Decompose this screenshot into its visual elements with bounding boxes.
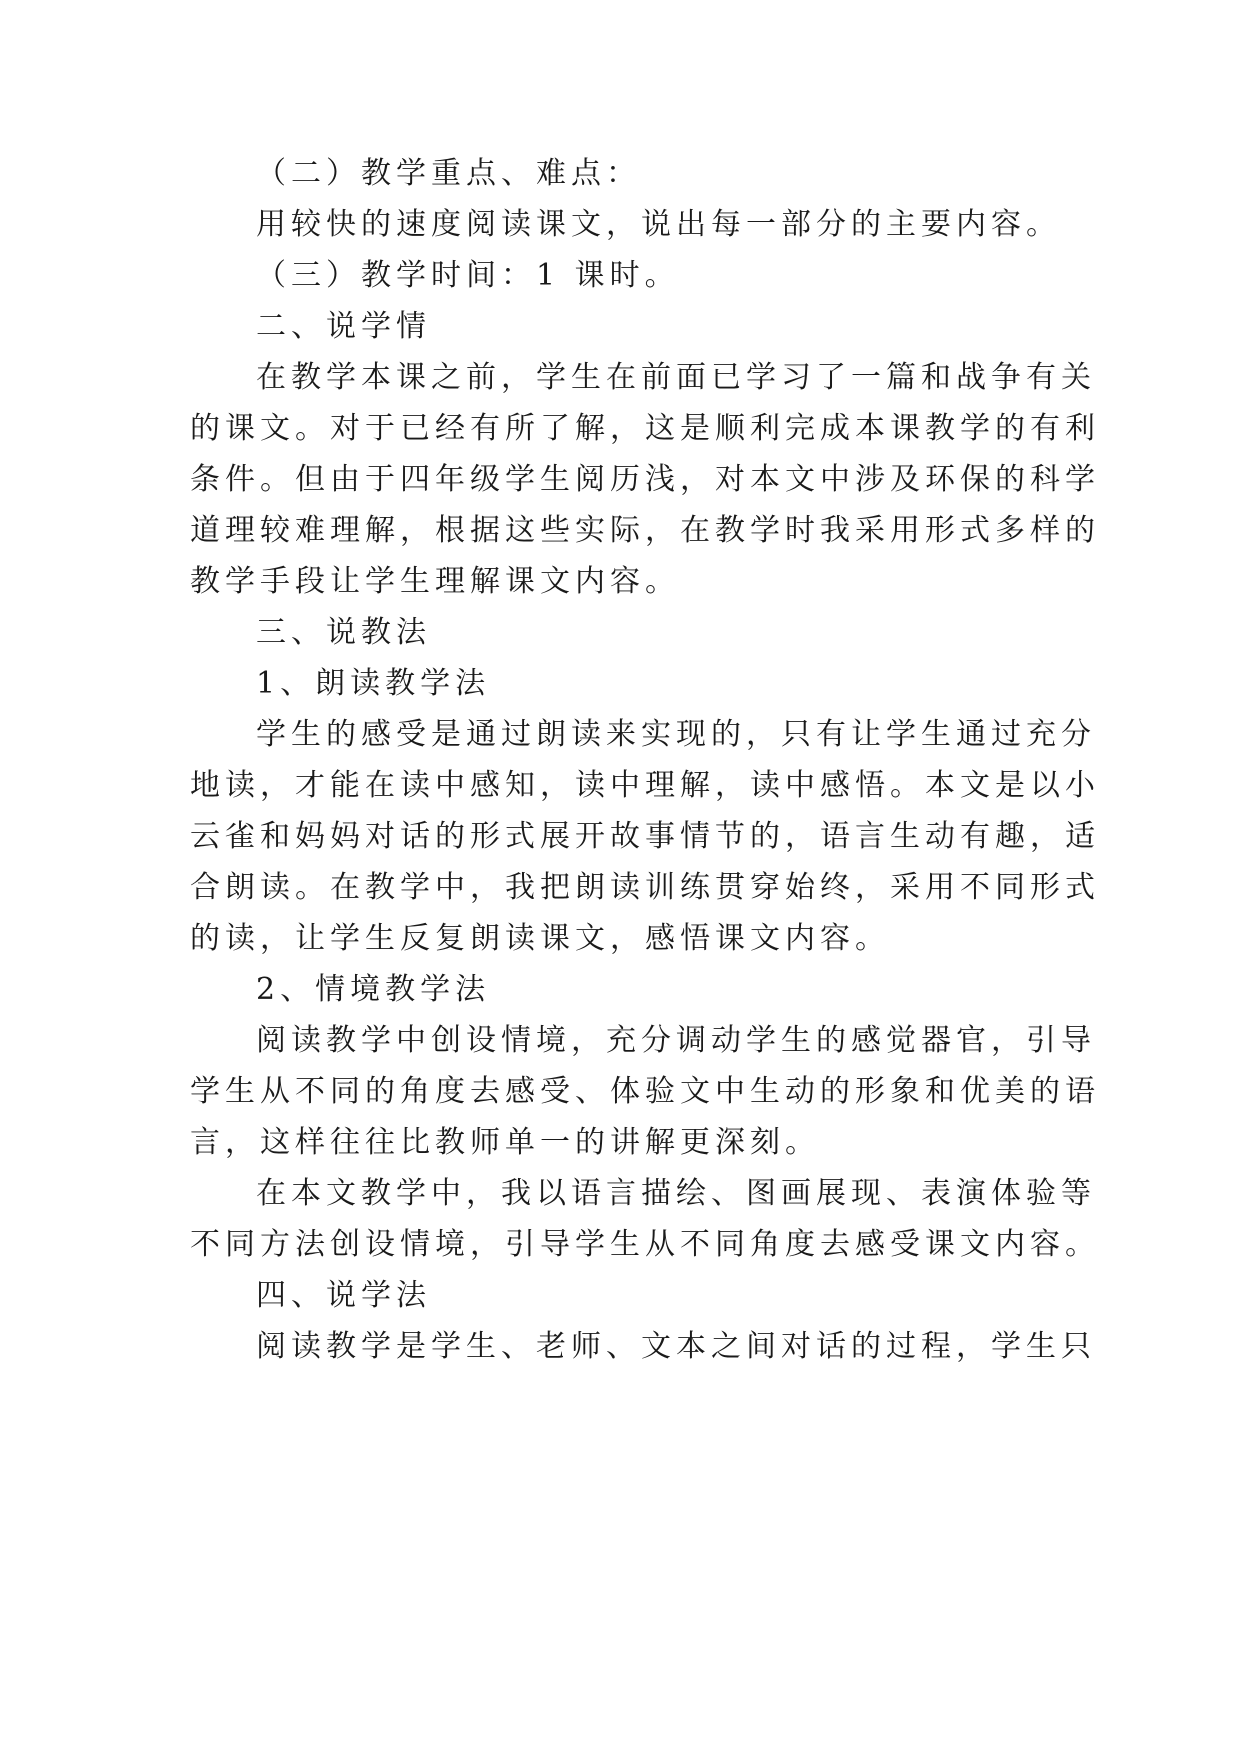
paragraph-line: 云雀和妈妈对话的形式展开故事情节的，语言生动有趣，适 bbox=[190, 819, 1100, 854]
paragraph-line: 在教学本课之前，学生在前面已学习了一篇和战争有关 bbox=[256, 360, 1096, 395]
paragraph-line: 在本文教学中，我以语言描绘、图画展现、表演体验等 bbox=[256, 1176, 1096, 1211]
paragraph-line: 的读，让学生反复朗读课文，感悟课文内容。 bbox=[190, 921, 890, 956]
paragraph-line: 道理较难理解，根据这些实际，在教学时我采用形式多样的 bbox=[190, 513, 1100, 548]
subheading-reading: 1、朗读教学法 bbox=[256, 666, 491, 701]
paragraph-line: 用较快的速度阅读课文，说出每一部分的主要内容。 bbox=[256, 207, 1061, 242]
section-heading-method: 三、说教法 bbox=[256, 615, 431, 650]
paragraph-line: 教学手段让学生理解课文内容。 bbox=[190, 564, 680, 599]
paragraph-line: 阅读教学是学生、老师、文本之间对话的过程，学生只 bbox=[256, 1329, 1096, 1364]
paragraph-line: 学生的感受是通过朗读来实现的，只有让学生通过充分 bbox=[256, 717, 1096, 752]
paragraph-line: 言，这样往往比教师单一的讲解更深刻。 bbox=[190, 1125, 820, 1160]
paragraph-line: 不同方法创设情境，引导学生从不同角度去感受课文内容。 bbox=[190, 1227, 1100, 1262]
section-heading-study: 四、说学法 bbox=[256, 1278, 431, 1313]
subheading-situation: 2、情境教学法 bbox=[256, 972, 491, 1007]
heading-teaching-time: （三）教学时间：1 课时。 bbox=[256, 258, 680, 293]
paragraph-line: 合朗读。在教学中，我把朗读训练贯穿始终，采用不同形式 bbox=[190, 870, 1100, 905]
paragraph-line: 学生从不同的角度去感受、体验文中生动的形象和优美的语 bbox=[190, 1074, 1100, 1109]
paragraph-line: 阅读教学中创设情境，充分调动学生的感觉器官，引导 bbox=[256, 1023, 1096, 1058]
heading-teaching-focus: （二）教学重点、难点： bbox=[256, 156, 641, 191]
paragraph-line: 的课文。对于已经有所了解，这是顺利完成本课教学的有利 bbox=[190, 411, 1100, 446]
paragraph-line: 条件。但由于四年级学生阅历浅，对本文中涉及环保的科学 bbox=[190, 462, 1100, 497]
section-heading-learning: 二、说学情 bbox=[256, 309, 431, 344]
paragraph-line: 地读，才能在读中感知，读中理解，读中感悟。本文是以小 bbox=[190, 768, 1100, 803]
